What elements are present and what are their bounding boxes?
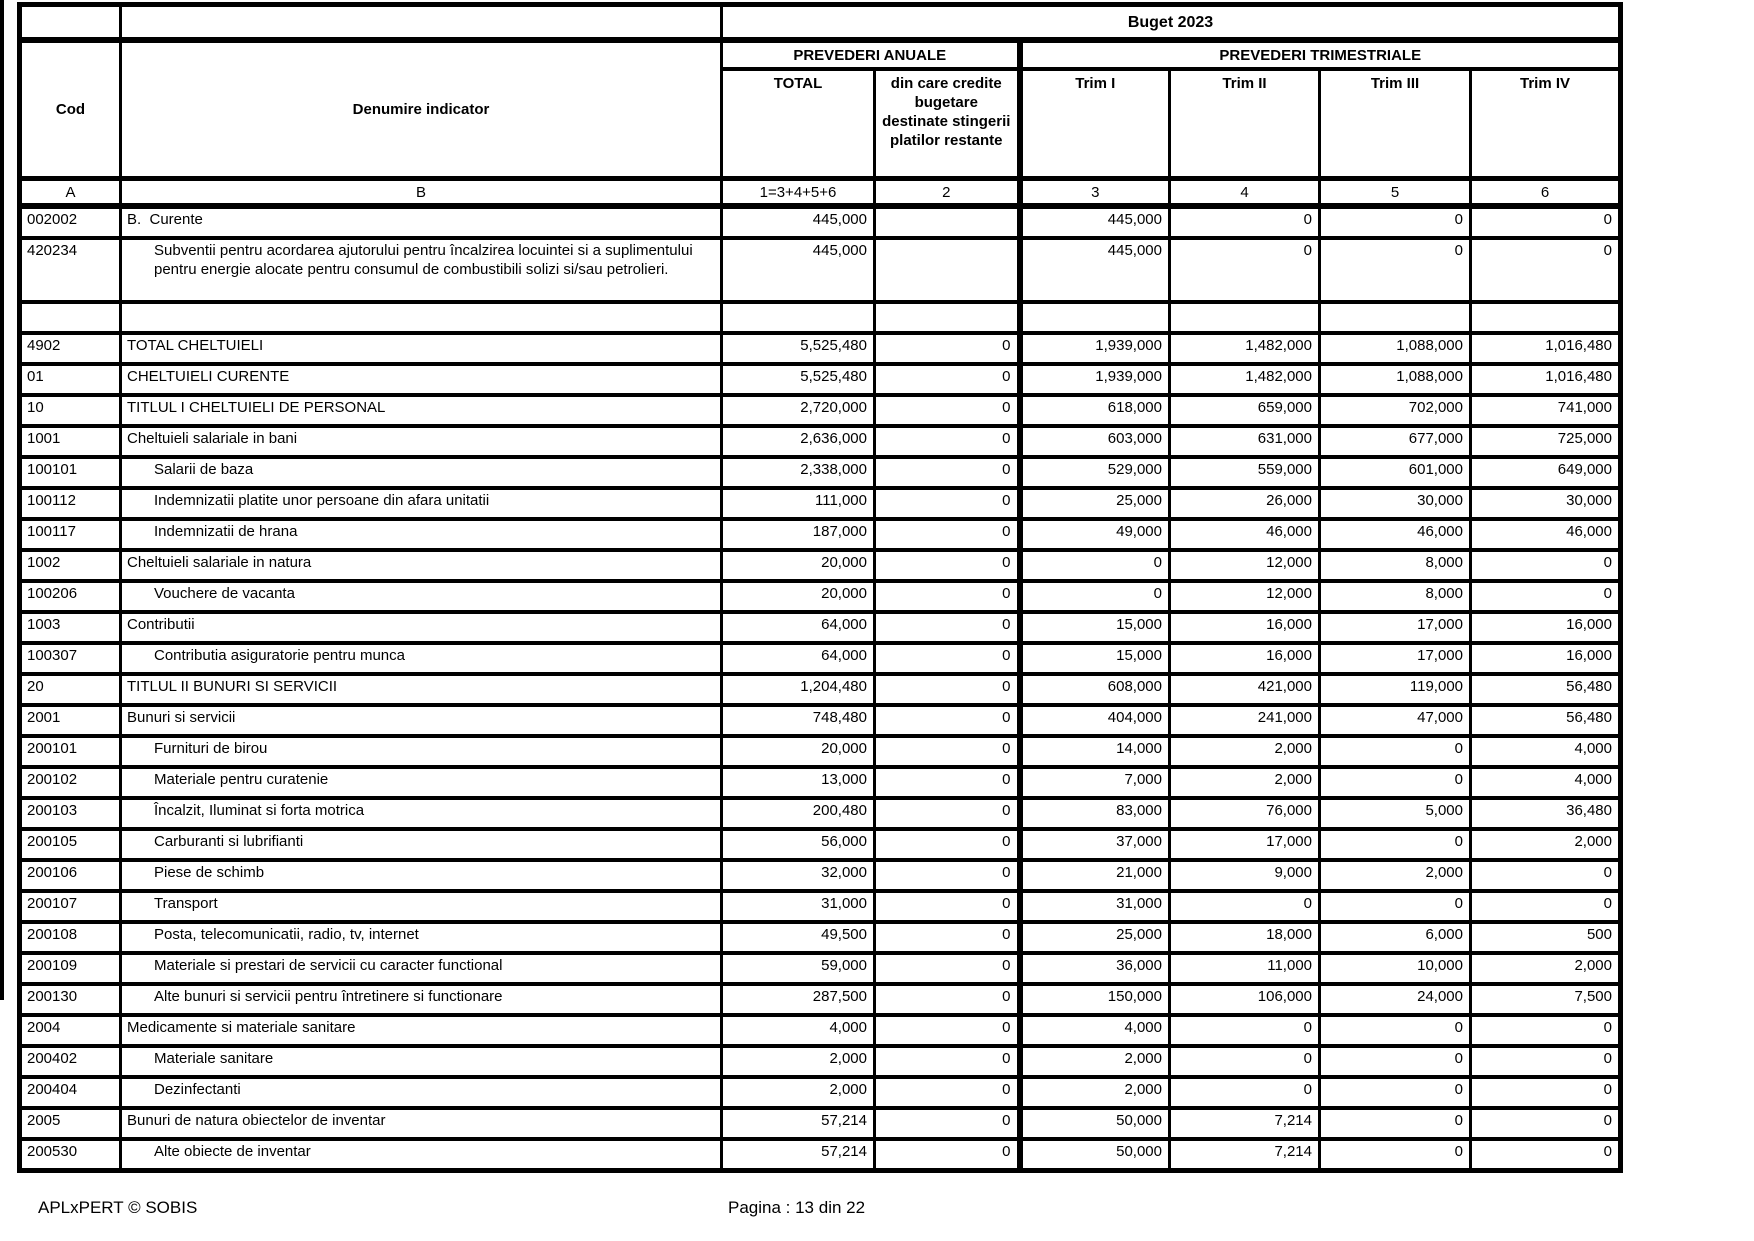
table-row — [20, 829, 1621, 860]
row-value: 0 — [1471, 1015, 1621, 1046]
row-value: 31,000 — [722, 891, 875, 922]
row-cod: 200109 — [20, 953, 121, 984]
row-value: 64,000 — [722, 612, 875, 643]
row-value: 46,000 — [1471, 519, 1621, 550]
row-value: 2,000 — [722, 1046, 875, 1077]
page-edge-line — [0, 0, 4, 1000]
row-value: 25,000 — [1020, 488, 1170, 519]
row-value: 0 — [1471, 860, 1621, 891]
row-cod: 1002 — [20, 550, 121, 581]
row-value: 15,000 — [1020, 643, 1170, 674]
row-value: 702,000 — [1320, 395, 1471, 426]
row-value — [1170, 302, 1320, 333]
row-value: 50,000 — [1020, 1139, 1170, 1171]
row-value: 741,000 — [1471, 395, 1621, 426]
row-value: 1,482,000 — [1170, 333, 1320, 364]
row-value — [1471, 302, 1621, 333]
row-value: 677,000 — [1320, 426, 1471, 457]
row-denumire: Medicamente si materiale sanitare — [121, 1015, 722, 1046]
row-value: 0 — [875, 767, 1020, 798]
row-cod: 2005 — [20, 1108, 121, 1139]
row-value: 18,000 — [1170, 922, 1320, 953]
row-value: 0 — [875, 860, 1020, 891]
row-denumire: Dezinfectanti — [121, 1077, 722, 1108]
row-value: 1,016,480 — [1471, 333, 1621, 364]
table-row — [20, 1139, 1621, 1171]
row-cod: 4902 — [20, 333, 121, 364]
row-value: 4,000 — [1471, 767, 1621, 798]
row-value: 0 — [1320, 736, 1471, 767]
row-value: 36,000 — [1020, 953, 1170, 984]
row-denumire: Posta, telecomunicatii, radio, tv, internet — [121, 922, 722, 953]
row-value: 0 — [875, 798, 1020, 829]
row-value: 603,000 — [1020, 426, 1170, 457]
row-denumire: Cheltuieli salariale in natura — [121, 550, 722, 581]
row-value: 7,214 — [1170, 1108, 1320, 1139]
row-value: 0 — [1170, 238, 1320, 302]
col-index-1: 1=3+4+5+6 — [722, 179, 875, 207]
row-value: 2,000 — [1020, 1046, 1170, 1077]
row-value: 445,000 — [1020, 238, 1170, 302]
row-value: 748,480 — [722, 705, 875, 736]
row-value: 0 — [875, 922, 1020, 953]
row-denumire: Furnituri de birou — [121, 736, 722, 767]
table-row — [20, 206, 1621, 238]
row-cod: 200103 — [20, 798, 121, 829]
row-value: 2,000 — [1471, 953, 1621, 984]
row-denumire: Materiale sanitare — [121, 1046, 722, 1077]
col-index-5: 5 — [1320, 179, 1471, 207]
row-value: 119,000 — [1320, 674, 1471, 705]
row-value: 0 — [1320, 238, 1471, 302]
row-value: 0 — [1471, 1077, 1621, 1108]
row-value: 16,000 — [1170, 612, 1320, 643]
row-denumire: Carburanti si lubrifianti — [121, 829, 722, 860]
row-value — [722, 302, 875, 333]
table-row — [20, 1077, 1621, 1108]
row-value: 0 — [875, 829, 1020, 860]
row-denumire: Piese de schimb — [121, 860, 722, 891]
row-value: 0 — [1320, 891, 1471, 922]
row-value: 21,000 — [1020, 860, 1170, 891]
row-cod: 10 — [20, 395, 121, 426]
table-row — [20, 984, 1621, 1015]
row-value: 31,000 — [1020, 891, 1170, 922]
row-value: 0 — [1170, 1046, 1320, 1077]
row-value: 0 — [1471, 1139, 1621, 1171]
row-value: 0 — [875, 674, 1020, 705]
row-value: 0 — [1471, 238, 1621, 302]
row-value: 0 — [1320, 1046, 1471, 1077]
table-row — [20, 519, 1621, 550]
row-value: 46,000 — [1320, 519, 1471, 550]
row-value: 0 — [875, 550, 1020, 581]
row-denumire: TITLUL I CHELTUIELI DE PERSONAL — [121, 395, 722, 426]
row-value: 608,000 — [1020, 674, 1170, 705]
row-value: 0 — [875, 1108, 1020, 1139]
row-value: 445,000 — [722, 238, 875, 302]
row-value: 601,000 — [1320, 457, 1471, 488]
row-value: 20,000 — [722, 581, 875, 612]
row-cod: 200130 — [20, 984, 121, 1015]
row-value: 0 — [1170, 1077, 1320, 1108]
row-denumire: Alte bunuri si servicii pentru întretinere si functionare — [121, 984, 722, 1015]
row-value: 725,000 — [1471, 426, 1621, 457]
footer-app-name: APLxPERT © SOBIS — [38, 1198, 198, 1217]
row-value: 59,000 — [722, 953, 875, 984]
row-cod: 100101 — [20, 457, 121, 488]
row-value: 1,482,000 — [1170, 364, 1320, 395]
row-denumire: Materiale pentru curatenie — [121, 767, 722, 798]
row-value: 17,000 — [1320, 643, 1471, 674]
row-value: 16,000 — [1170, 643, 1320, 674]
row-cod: 20 — [20, 674, 121, 705]
row-value: 17,000 — [1170, 829, 1320, 860]
spacer-row — [20, 302, 1621, 333]
row-value: 0 — [1471, 550, 1621, 581]
row-value: 618,000 — [1020, 395, 1170, 426]
row-cod — [20, 302, 121, 333]
row-value: 0 — [1471, 891, 1621, 922]
row-value: 0 — [875, 643, 1020, 674]
header-trim-3: Trim III — [1320, 69, 1471, 179]
footer-page-number: Pagina : 13 din 22 — [728, 1198, 866, 1217]
table-row — [20, 736, 1621, 767]
table-row — [20, 1108, 1621, 1139]
col-letter-a: A — [20, 179, 121, 207]
table-row — [20, 798, 1621, 829]
row-value: 529,000 — [1020, 457, 1170, 488]
row-value: 0 — [1471, 1108, 1621, 1139]
row-value: 0 — [1471, 1046, 1621, 1077]
row-value: 7,500 — [1471, 984, 1621, 1015]
row-value: 76,000 — [1170, 798, 1320, 829]
row-denumire: Bunuri si servicii — [121, 705, 722, 736]
row-value: 26,000 — [1170, 488, 1320, 519]
row-denumire — [121, 302, 722, 333]
col-index-4: 4 — [1170, 179, 1320, 207]
row-value: 25,000 — [1020, 922, 1170, 953]
row-value: 20,000 — [722, 736, 875, 767]
row-cod: 420234 — [20, 238, 121, 302]
row-cod: 2001 — [20, 705, 121, 736]
row-value: 16,000 — [1471, 643, 1621, 674]
row-denumire: Contributii — [121, 612, 722, 643]
row-value: 0 — [875, 333, 1020, 364]
row-value: 0 — [1320, 1139, 1471, 1171]
row-value: 0 — [1320, 1108, 1471, 1139]
row-value: 2,000 — [722, 1077, 875, 1108]
row-cod: 1001 — [20, 426, 121, 457]
row-value: 4,000 — [722, 1015, 875, 1046]
row-value: 0 — [875, 364, 1020, 395]
table-row — [20, 333, 1621, 364]
row-denumire: Bunuri de natura obiectelor de inventar — [121, 1108, 722, 1139]
row-value: 7,000 — [1020, 767, 1170, 798]
row-value: 8,000 — [1320, 581, 1471, 612]
row-value: 445,000 — [1020, 206, 1170, 238]
row-value: 4,000 — [1471, 736, 1621, 767]
row-denumire: B. Curente — [121, 206, 722, 238]
row-value: 11,000 — [1170, 953, 1320, 984]
row-cod: 200105 — [20, 829, 121, 860]
row-value: 5,525,480 — [722, 333, 875, 364]
row-value: 20,000 — [722, 550, 875, 581]
row-denumire: Încalzit, Iluminat si forta motrica — [121, 798, 722, 829]
row-value: 7,214 — [1170, 1139, 1320, 1171]
row-value: 56,480 — [1471, 705, 1621, 736]
row-denumire: CHELTUIELI CURENTE — [121, 364, 722, 395]
row-value: 631,000 — [1170, 426, 1320, 457]
row-value: 2,338,000 — [722, 457, 875, 488]
row-value: 0 — [1320, 1077, 1471, 1108]
row-cod: 200107 — [20, 891, 121, 922]
row-value: 49,000 — [1020, 519, 1170, 550]
row-value: 2,636,000 — [722, 426, 875, 457]
row-value: 187,000 — [722, 519, 875, 550]
table-row — [20, 364, 1621, 395]
header-prevederi-trimestriale: PREVEDERI TRIMESTRIALE — [1020, 40, 1621, 69]
row-value: 1,939,000 — [1020, 333, 1170, 364]
row-value: 2,000 — [1170, 767, 1320, 798]
row-value: 1,088,000 — [1320, 333, 1471, 364]
row-denumire: Vouchere de vacanta — [121, 581, 722, 612]
row-cod: 200402 — [20, 1046, 121, 1077]
table-row — [20, 457, 1621, 488]
row-value: 56,480 — [1471, 674, 1621, 705]
header-prevederi-anuale: PREVEDERI ANUALE — [722, 40, 1020, 69]
row-value: 0 — [1471, 206, 1621, 238]
row-value: 32,000 — [722, 860, 875, 891]
row-cod: 200530 — [20, 1139, 121, 1171]
row-cod: 1003 — [20, 612, 121, 643]
row-value: 64,000 — [722, 643, 875, 674]
row-denumire: Transport — [121, 891, 722, 922]
row-value: 13,000 — [722, 767, 875, 798]
row-value: 287,500 — [722, 984, 875, 1015]
row-cod: 100206 — [20, 581, 121, 612]
row-value: 30,000 — [1471, 488, 1621, 519]
row-value: 17,000 — [1320, 612, 1471, 643]
row-value: 16,000 — [1471, 612, 1621, 643]
row-value: 24,000 — [1320, 984, 1471, 1015]
row-value: 649,000 — [1471, 457, 1621, 488]
row-cod: 100117 — [20, 519, 121, 550]
row-value: 2,000 — [1320, 860, 1471, 891]
row-value: 0 — [1471, 581, 1621, 612]
row-value: 12,000 — [1170, 550, 1320, 581]
row-value: 404,000 — [1020, 705, 1170, 736]
col-index-3: 3 — [1020, 179, 1170, 207]
row-denumire: Cheltuieli salariale in bani — [121, 426, 722, 457]
row-value: 1,204,480 — [722, 674, 875, 705]
column-index-row — [20, 179, 1621, 207]
header-trim-2: Trim II — [1170, 69, 1320, 179]
table-row — [20, 705, 1621, 736]
table-row — [20, 643, 1621, 674]
row-value: 4,000 — [1020, 1015, 1170, 1046]
table-row — [20, 860, 1621, 891]
table-row — [20, 953, 1621, 984]
row-value: 0 — [1020, 581, 1170, 612]
row-value: 241,000 — [1170, 705, 1320, 736]
row-value: 15,000 — [1020, 612, 1170, 643]
row-value: 1,939,000 — [1020, 364, 1170, 395]
row-value: 12,000 — [1170, 581, 1320, 612]
row-value: 49,500 — [722, 922, 875, 953]
row-value: 14,000 — [1020, 736, 1170, 767]
row-value: 83,000 — [1020, 798, 1170, 829]
row-value: 47,000 — [1320, 705, 1471, 736]
header-trim-1: Trim I — [1020, 69, 1170, 179]
row-value: 9,000 — [1170, 860, 1320, 891]
header-cod: Cod — [20, 40, 121, 179]
row-denumire: Salarii de baza — [121, 457, 722, 488]
table-row — [20, 922, 1621, 953]
row-value: 150,000 — [1020, 984, 1170, 1015]
row-value: 2,000 — [1170, 736, 1320, 767]
row-value: 0 — [875, 581, 1020, 612]
row-value: 0 — [875, 1046, 1020, 1077]
row-value: 57,214 — [722, 1108, 875, 1139]
table-row — [20, 550, 1621, 581]
row-value: 50,000 — [1020, 1108, 1170, 1139]
row-cod: 200101 — [20, 736, 121, 767]
row-value: 0 — [1170, 1015, 1320, 1046]
table-row — [20, 395, 1621, 426]
row-value: 57,214 — [722, 1139, 875, 1171]
row-value: 0 — [875, 1015, 1020, 1046]
row-cod: 200106 — [20, 860, 121, 891]
row-value: 1,016,480 — [1471, 364, 1621, 395]
row-value: 0 — [1170, 206, 1320, 238]
header-total: TOTAL — [722, 69, 875, 179]
row-value: 0 — [875, 395, 1020, 426]
row-value: 421,000 — [1170, 674, 1320, 705]
table-row — [20, 674, 1621, 705]
row-value: 0 — [1320, 1015, 1471, 1046]
row-value: 0 — [1320, 206, 1471, 238]
row-cod: 200102 — [20, 767, 121, 798]
row-value: 46,000 — [1170, 519, 1320, 550]
table-row — [20, 767, 1621, 798]
row-value: 0 — [875, 426, 1020, 457]
row-value — [875, 206, 1020, 238]
row-value: 5,525,480 — [722, 364, 875, 395]
row-value: 56,000 — [722, 829, 875, 860]
row-value: 0 — [875, 612, 1020, 643]
col-index-2: 2 — [875, 179, 1020, 207]
row-value: 500 — [1471, 922, 1621, 953]
row-value: 659,000 — [1170, 395, 1320, 426]
row-value: 106,000 — [1170, 984, 1320, 1015]
row-value: 0 — [875, 891, 1020, 922]
header-denumire-indicator: Denumire indicator — [121, 40, 722, 179]
table-row — [20, 426, 1621, 457]
budget-table — [17, 2, 1623, 1173]
row-denumire: TITLUL II BUNURI SI SERVICII — [121, 674, 722, 705]
table-row — [20, 1046, 1621, 1077]
row-denumire: Indemnizatii de hrana — [121, 519, 722, 550]
budget-year-title: Buget 2023 — [722, 5, 1621, 41]
row-value — [1320, 302, 1471, 333]
row-value: 2,000 — [1471, 829, 1621, 860]
col-index-6: 6 — [1471, 179, 1621, 207]
group-header-row — [20, 40, 1621, 69]
row-value: 36,480 — [1471, 798, 1621, 829]
empty-corner-cell — [121, 5, 722, 41]
table-row — [20, 581, 1621, 612]
row-value: 0 — [875, 488, 1020, 519]
row-value: 0 — [875, 953, 1020, 984]
table-row — [20, 488, 1621, 519]
row-value — [875, 302, 1020, 333]
row-value — [1020, 302, 1170, 333]
empty-corner-cell — [20, 5, 121, 41]
row-cod: 100307 — [20, 643, 121, 674]
row-value: 0 — [1170, 891, 1320, 922]
row-value: 8,000 — [1320, 550, 1471, 581]
title-row — [20, 5, 1621, 41]
row-denumire: TOTAL CHELTUIELI — [121, 333, 722, 364]
table-row — [20, 1015, 1621, 1046]
row-cod: 100112 — [20, 488, 121, 519]
row-value: 111,000 — [722, 488, 875, 519]
row-denumire: Alte obiecte de inventar — [121, 1139, 722, 1171]
row-denumire: Subventii pentru acordarea ajutorului pentru încalzirea locuintei si a suplimentului pentru energie alocate pentru consumul de combustibili solizi si/sau petrolieri. — [121, 238, 722, 302]
row-value: 2,720,000 — [722, 395, 875, 426]
row-value: 0 — [1320, 767, 1471, 798]
row-value: 10,000 — [1320, 953, 1471, 984]
table-row — [20, 238, 1621, 302]
row-value: 0 — [1320, 829, 1471, 860]
col-letter-b: B — [121, 179, 722, 207]
table-row — [20, 891, 1621, 922]
row-cod: 2004 — [20, 1015, 121, 1046]
row-value: 30,000 — [1320, 488, 1471, 519]
row-denumire: Contributia asiguratorie pentru munca — [121, 643, 722, 674]
row-value: 1,088,000 — [1320, 364, 1471, 395]
header-trim-4: Trim IV — [1471, 69, 1621, 179]
row-value: 6,000 — [1320, 922, 1471, 953]
row-value: 0 — [875, 705, 1020, 736]
row-cod: 002002 — [20, 206, 121, 238]
row-value: 0 — [875, 736, 1020, 767]
row-value: 0 — [875, 519, 1020, 550]
row-value: 37,000 — [1020, 829, 1170, 860]
row-value: 5,000 — [1320, 798, 1471, 829]
row-denumire: Indemnizatii platite unor persoane din afara unitatii — [121, 488, 722, 519]
row-value: 0 — [875, 1139, 1020, 1171]
row-value: 0 — [875, 1077, 1020, 1108]
row-cod: 200404 — [20, 1077, 121, 1108]
row-value: 200,480 — [722, 798, 875, 829]
row-value: 2,000 — [1020, 1077, 1170, 1108]
table-row — [20, 612, 1621, 643]
row-value: 0 — [1020, 550, 1170, 581]
row-value: 559,000 — [1170, 457, 1320, 488]
row-cod: 200108 — [20, 922, 121, 953]
table-body — [20, 206, 1621, 1171]
row-value: 445,000 — [722, 206, 875, 238]
row-value: 0 — [875, 984, 1020, 1015]
row-denumire: Materiale si prestari de servicii cu caracter functional — [121, 953, 722, 984]
row-value — [875, 238, 1020, 302]
header-credite-bugetare: din care credite bugetare destinate stingerii platilor restante — [875, 69, 1020, 179]
row-cod: 01 — [20, 364, 121, 395]
row-value: 0 — [875, 457, 1020, 488]
